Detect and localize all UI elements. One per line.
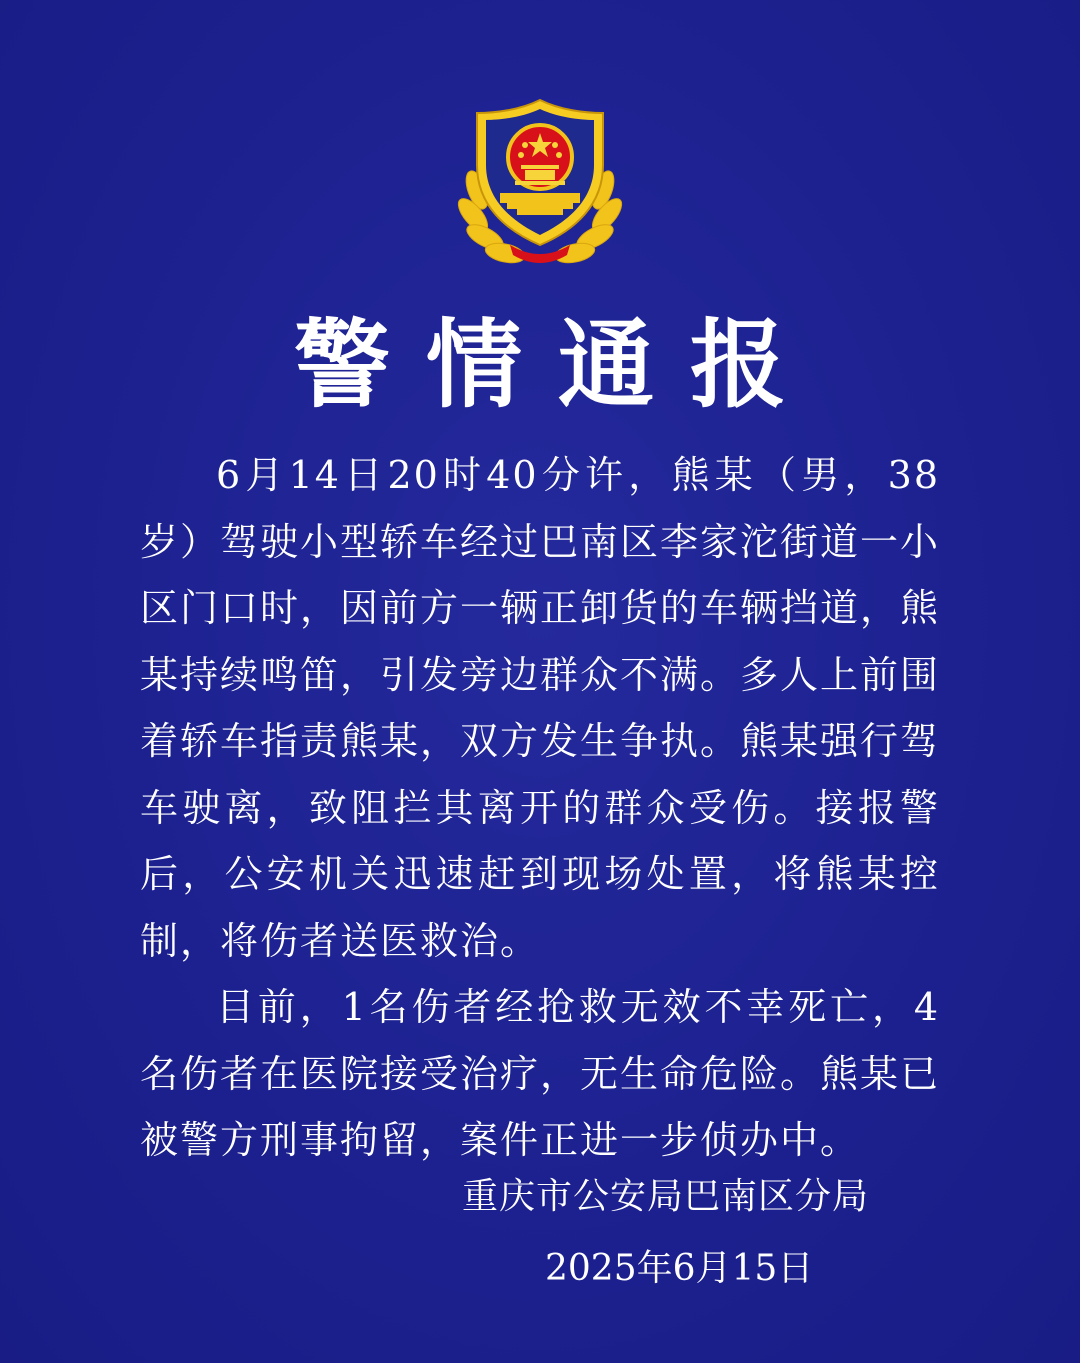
notice-paragraph: 6月14日20时40分许，熊某（男，38岁）驾驶小型轿车经过巴南区李家沱街道一小区门口时，因前方一辆正卸货的车辆挡道，熊某持续鸣笛，引发旁边群众不满。多人上前围着轿车指责熊某，双方发生争执。熊某强行驾车驶离，致阻拦其离开的群众受伤。接报警后，公安机关迅速赶到现场处置，将熊某控制，将伤者送医救治。 <box>140 453 941 963</box>
notice-body <box>140 442 940 1174</box>
issue-date: 2025年6月15日 <box>545 1248 814 1289</box>
police-emblem-icon <box>455 95 625 270</box>
issuer-name: 重庆市公安局巴南区分局 <box>462 1176 870 1217</box>
notice-title: 警情通报 <box>294 308 822 421</box>
notice-paragraph: 目前，1名伤者经抢救无效不幸死亡，4名伤者在医院接受治疗，无生命危险。熊某已被警方刑事拘留，案件正进一步侦办中。 <box>140 985 941 1162</box>
